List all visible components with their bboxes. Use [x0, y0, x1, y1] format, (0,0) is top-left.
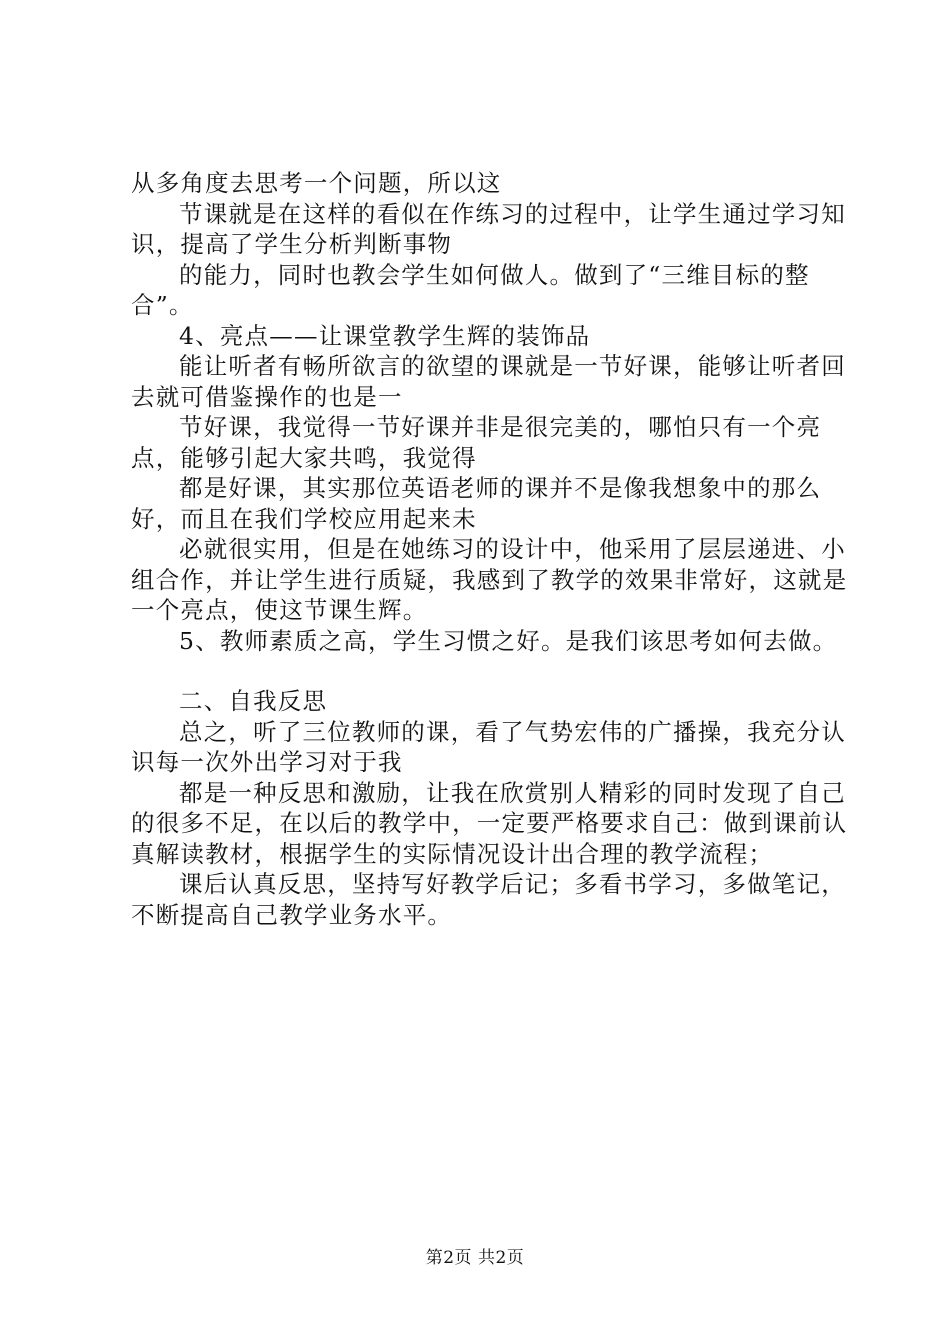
section-heading-self-reflection: 二、自我反思: [179, 687, 328, 715]
paragraph-3: 的能力，同时也教会学生如何做人。做到了“三维目标的整合”。: [131, 260, 810, 319]
document-body: [131, 168, 851, 930]
paragraph-1: 从多角度去思考一个问题，所以这: [131, 169, 502, 197]
paragraph-9: 5、教师素质之高，学生习惯之好。是我们该思考如何去做。: [179, 626, 838, 655]
paragraph-13: 课后认真反思，坚持写好教学后记；多看书学习，多做笔记，不断提高自己教学业务水平。: [131, 870, 846, 929]
section-heading-highlight: 4、亮点——让课堂教学生辉的装饰品: [179, 321, 591, 350]
paragraph-5: 能让听者有畅所欲言的欲望的课就是一节好课，能够让听者回去就可借鉴操作的也是一: [131, 352, 846, 411]
paragraph-6: 节好课，我觉得一节好课并非是很完美的，哪怕只有一个亮点，能够引起大家共鸣，我觉得: [131, 413, 822, 472]
paragraph-7: 都是好课，其实那位英语老师的课并不是像我想象中的那么好，而且在我们学校应用起来未: [131, 474, 822, 533]
paragraph-2: 节课就是在这样的看似在作练习的过程中，让学生通过学习知识，提高了学生分析判断事物: [131, 199, 846, 258]
paragraph-8: 必就很实用，但是在她练习的设计中，他采用了层层递进、小组合作，并让学生进行质疑，我感到了教学的效果非常好，这就是一个亮点，使这节课生辉。: [131, 535, 848, 624]
paragraph-11: 总之，听了三位教师的课，看了气势宏伟的广播操，我充分认识每一次外出学习对于我: [131, 717, 846, 776]
paragraph-12: 都是一种反思和激励，让我在欣赏别人精彩的同时发现了自己的很多不足，在以后的教学中，一定要严格要求自己：做到课前认真解读教材，根据学生的实际情况设计出合理的教学流程；: [131, 778, 848, 868]
page-footer: 第2页 共2页: [425, 1248, 525, 1268]
